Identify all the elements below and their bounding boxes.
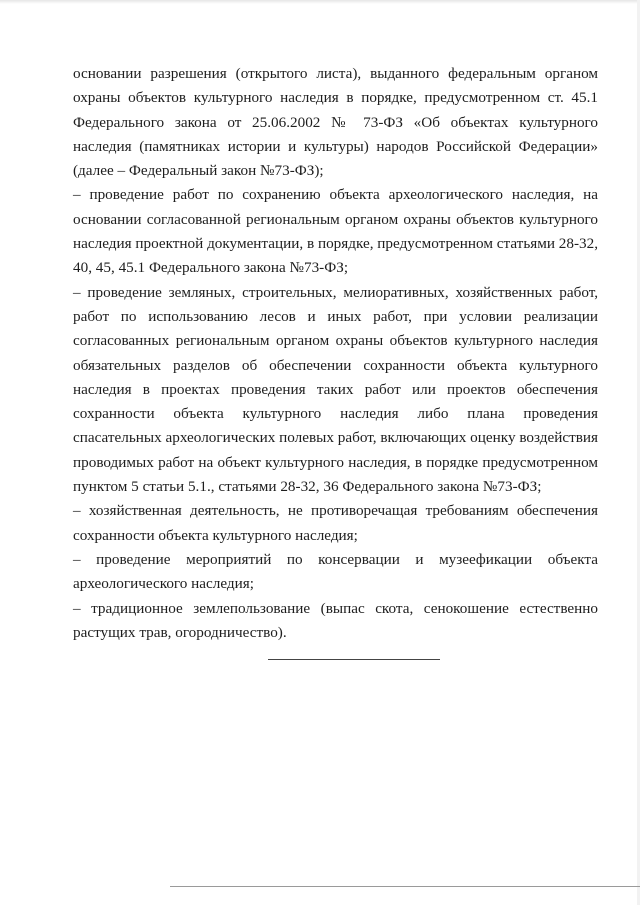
paragraph-item-economic-activity: – хозяйственная деятельность, не противоречащая требованиям обеспечения сохранности объекта культурного наследия; xyxy=(73,502,598,544)
paragraph-continuation: основании разрешения (открытого листа), выданного федеральным органом охраны объектов культурного наследия в порядке, предусмотренном ст. 45.1 Федерального закона от 25.06.2002 № 73-ФЗ «Об объектах культурного наследия (памятниках истории и культуры) народов Российской Федерации» (далее – Федеральный закон №73-ФЗ); xyxy=(73,65,598,180)
scan-edge-top xyxy=(0,0,640,4)
paragraph-item-preservation-works: – проведение работ по сохранению объекта археологического наследия, на основании согласованной региональным органом охраны объектов культурного наследия проектной документации, в порядке, предусмотренном статьями 28-32, 40, 45, 45.1 Федерального закона №73-ФЗ; xyxy=(73,186,598,277)
document-body xyxy=(73,62,598,645)
paragraph-item-land-use: – традиционное землепользование (выпас скота, сенокошение естественно растущих трав, огородничество). xyxy=(73,599,598,641)
bottom-rule-line xyxy=(170,886,640,887)
paragraph-item-conservation: – проведение мероприятий по консервации и музеефикации объекта археологического наследия; xyxy=(73,550,598,593)
end-separator-line xyxy=(268,659,440,660)
paragraph-item-earthworks: – проведение земляных, строительных, мелиоративных, хозяйственных работ, работ по использованию лесов и иных работ, при условии реализации согласованных региональным органом охраны объектов культурного наследия обязательных разделов об обеспечении сохранности объекта культурного наследия в проектах проведения таких работ или проектов обеспечения сохранности объекта культурного наследия либо плана проведения спасательных археологических полевых работ, включающих оценку воздействия проводимых работ на объект культурного наследия, в порядке предусмотренном пунктом 5 статьи 5.1., статьями 28-32, 36 Федерального закона №73-ФЗ; xyxy=(73,283,598,496)
